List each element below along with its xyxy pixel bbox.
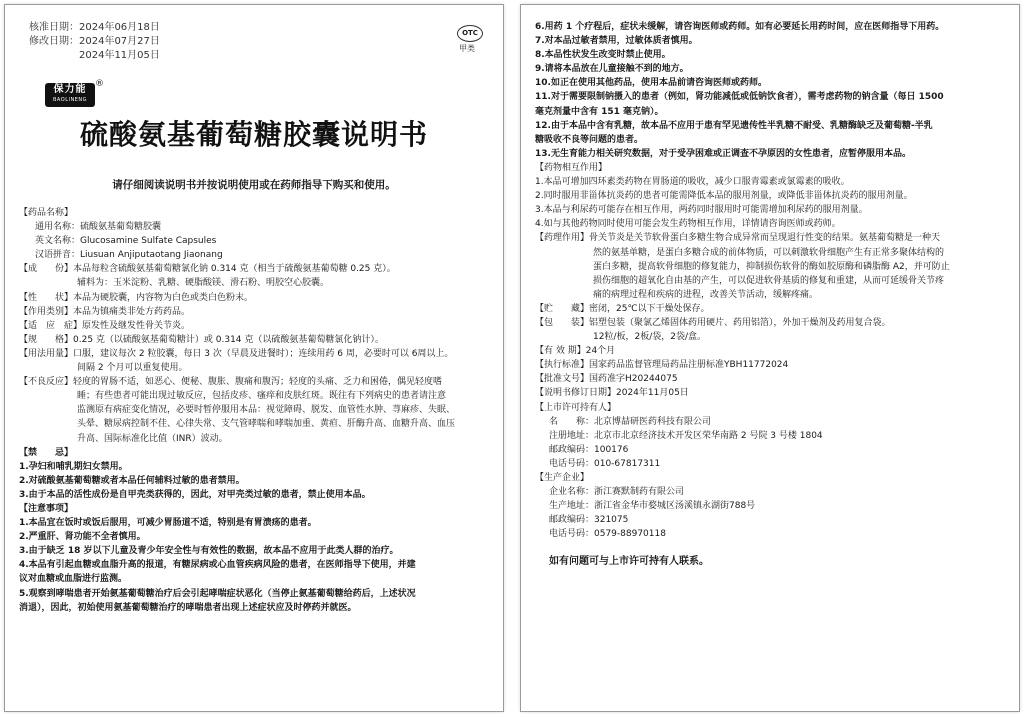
precaution-item: 7.对本品过敏者禁用，过敏体质者慎用。 — [535, 36, 698, 47]
section-header-precautions: 【注意事项】 — [19, 503, 74, 514]
adverse-reactions-cont: 监测原有病症变化情况，必要时暂停服用本品：视觉障碍、脱发、血管性水肿、荨麻疹、失眠、 — [77, 405, 456, 416]
mah-phone: 电话号码：010-67817311 — [549, 458, 661, 469]
precaution-item: 9.请将本品放在儿童接触不到的地方。 — [535, 64, 689, 75]
otc-class-label: 甲类 — [459, 44, 475, 53]
precaution-item: 8.本品性状发生改变时禁止使用。 — [535, 50, 671, 61]
precaution-item: 13.无生育能力相关研究数据，对于受孕困难或正调查不孕原因的女性患者，应暂停服用本品。 — [535, 148, 911, 159]
precaution-item-cont: 消退），因此，初始使用氨基葡萄糖治疗的哮喘患者出现上述症状应及时停药并就医。 — [19, 602, 357, 613]
precaution-item: 10.如正在使用其他药品，使用本品前请咨询医师或药师。 — [535, 78, 767, 89]
precaution-item-cont: 糖吸收不良等问题的患者。 — [535, 134, 644, 145]
packaging-cont: 12粒/板，2板/袋，2袋/盒。 — [593, 332, 707, 343]
validity: 【有 效 期】24个月 — [535, 346, 616, 357]
adverse-reactions-cont: 头晕、糖尿病控制不佳、心律失常、支气管哮喘和哮喘加重、黄疸、肝酶升高、血糖升高、血压 — [77, 419, 456, 430]
otc-badge: OTC — [457, 25, 483, 42]
right-page — [520, 4, 1020, 712]
storage: 【贮 藏】密闭，25℃以下干燥处保存。 — [535, 303, 710, 314]
pharmacology-cont: 痛的病理过程和疾病的进程，改善关节活动，缓解疼痛。 — [593, 289, 819, 300]
mah-address: 注册地址：北京市北京经济技术开发区荣华南路 2 号院 3 号楼 1804 — [549, 430, 823, 441]
section-header-interactions: 【药物相互作用】 — [535, 162, 608, 173]
usage-notice: 请仔细阅读说明书并按说明使用或在药师指导下购买和使用。 — [112, 179, 396, 191]
brand-logo-en: BAOLINENG — [53, 97, 87, 103]
manufacturer-postcode: 邮政编码：321075 — [549, 515, 629, 526]
date-block — [29, 21, 160, 63]
revision-date-label: 【说明书修订日期】2024年11月05日 — [535, 388, 689, 399]
interaction-item: 4.如与其他药物同时使用可能会发生药物相互作用，详情请咨询医师或药师。 — [535, 219, 841, 230]
precaution-item-cont: 毫克剂量中含有 151 毫克钠）。 — [535, 106, 664, 117]
interaction-item: 1.本品可增加四环素类药物在胃肠道的吸收，减少口服青霉素或氯霉素的吸收。 — [535, 177, 850, 188]
section-header-manufacturer: 【生产企业】 — [535, 473, 590, 483]
revision-date: 修改日期：2024年07月27日 — [29, 36, 160, 47]
excipients: 辅料为：玉米淀粉、乳糖、硬脂酸镁、滑石粉、明胶空心胶囊。 — [77, 278, 330, 289]
mah-postcode: 邮政编码：100176 — [549, 444, 629, 455]
pharmacology-cont: 蛋白多糖，提高软骨细胞的修复能力，抑制损伤软骨的酶如胶原酶和磷脂酶 A2，并可防止 — [593, 261, 950, 272]
precaution-item: 3.由于缺乏 18 岁以下儿童及青少年安全性与有效性的数据，故本品不应用于此类人群的治疗。 — [19, 546, 399, 557]
interaction-item: 3.本品与利尿药可能存在相互作用，两药同时服用时可能需增加利尿药的服用剂量。 — [535, 205, 868, 216]
right-content — [535, 20, 1009, 570]
mah-name: 名 称：北京博喆研医药科技有限公司 — [549, 416, 712, 427]
approval-date: 核准日期：2024年06月18日 — [29, 22, 160, 33]
precaution-item: 5.观察到哮喘患者开始氨基葡萄糖治疗后会引起哮喘症状恶化（当停止氨基葡萄糖给药后，上述状况 — [19, 588, 416, 599]
document-title: 硫酸氨基葡萄糖胶囊说明书 — [79, 118, 428, 151]
category: 【作用类别】本品为镇痛类非处方药药品。 — [19, 306, 191, 317]
manufacturer-phone: 电话号码：0579-88970118 — [549, 529, 666, 540]
pharmacology-cont: 然的氨基单糖，是蛋白多糖合成的前体物质，可以刺激软骨细胞产生有正常多聚体结构的 — [593, 247, 945, 258]
approval-number: 【批准文号】国药准字H20244075 — [535, 374, 678, 385]
manufacturer-address: 生产地址：浙江省金华市婺城区汤溪镇永湖街788号 — [549, 501, 756, 512]
section-header-mah: 【上市许可持有人】 — [535, 402, 617, 413]
contraindication-item: 3.由于本品的活性成份是自甲壳类获得的，因此，对甲壳类过敏的患者，禁止使用本品。 — [19, 489, 371, 500]
precaution-item-cont: 议对血糖或血脂进行监测。 — [19, 574, 128, 585]
interaction-item: 2.同时服用非甾体抗炎药的患者可能需降低本品的服用剂量，或降低非甾体抗炎药的服用剂量。 — [535, 191, 913, 202]
pharmacology-cont: 损伤细胞的超氧化自由基的产生，可以促进软骨基质的修复和重建，从而可延缓骨关节疼 — [593, 275, 945, 286]
ingredients: 【成 份】本品每粒含硫酸氨基葡萄糖氯化钠 0.314 克（相当于硫酸氨基葡萄糖 0.25 克）。 — [19, 264, 396, 275]
adverse-reactions: 【不良反应】轻度的胃肠不适，如恶心、便秘、腹胀、腹痛和腹泻；轻度的头痛、乏力和困倦，偶见轻度嗜 — [19, 377, 443, 388]
dosage-cont: 间隔 2 个月可以重复使用。 — [77, 363, 188, 374]
precaution-item: 1.本品宜在饭时或饭后服用，可减少胃肠道不适，特别是有胃溃疡的患者。 — [19, 518, 317, 529]
specification: 【规 格】0.25 克（以硫酸氨基葡萄糖计）或 0.314 克（以硫酸氨基葡萄糖氯化钠计）。 — [19, 334, 384, 345]
left-content — [19, 206, 489, 615]
contraindication-item: 2.对硫酸氨基葡萄糖或者本品任何辅料过敏的患者禁用。 — [19, 475, 245, 486]
section-header-drug-name: 【药品名称】 — [19, 208, 74, 218]
precaution-item: 2.严重肝、肾功能不全者慎用。 — [19, 532, 146, 543]
indications: 【适 应 症】原发性及继发性骨关节炎。 — [19, 320, 191, 331]
dosage: 【用法用量】口服，建议每次 2 粒胶囊，每日 3 次（早晨及进餐时）；连续用药 6 周，必要时可以 6周以上。 — [19, 348, 454, 359]
precaution-item: 4.本品有引起血糖或血脂升高的报道，有糖尿病或心血管疾病风险的患者，在医师指导下使用，并建 — [19, 560, 416, 571]
contraindication-item: 1.孕妇和哺乳期妇女禁用。 — [19, 461, 128, 472]
manufacturer-name: 企业名称：浙江赛默制药有限公司 — [549, 487, 685, 498]
appearance: 【性 状】本品为硬胶囊，内容物为白色或类白色粉末。 — [19, 292, 254, 303]
adverse-reactions-cont: 升高、国际标准化比值（INR）波动。 — [77, 433, 228, 444]
adverse-reactions-cont: 睡；有些患者可能出现过敏反应，包括皮疹、瘙痒和皮肤红斑。既往有下列病史的患者请注意 — [77, 391, 447, 402]
brand-logo-cn: 保力能 — [53, 84, 87, 95]
standard: 【执行标准】国家药品监督管理局药品注册标准YBH11772024 — [535, 360, 789, 371]
pinyin-name: 汉语拼音：Liusuan Anjiputaotang Jiaonang — [35, 250, 223, 261]
section-header-contraindications: 【禁 忌】 — [19, 447, 74, 458]
registered-mark: ® — [95, 79, 104, 89]
brand-logo — [45, 83, 95, 107]
revision-date-2: 2024年11月05日 — [79, 50, 160, 61]
precaution-item: 11.对于需要限制钠摄入的患者（例如，肾功能减低或低钠饮食者），需考虑药物的钠含量（每日 1500 — [535, 92, 944, 103]
pharmacology: 【药理作用】骨关节炎是关节软骨蛋白多糖生物合成异常而呈现退行性变的结果。氨基葡萄糖是一种天 — [535, 233, 941, 244]
precaution-item: 12.由于本品中含有乳糖，故本品不应用于患有罕见遗传性半乳糖不耐受、乳糖酶缺乏及葡萄糖-半乳 — [535, 120, 933, 131]
contact-note: 如有问题可与上市许可持有人联系。 — [549, 556, 709, 568]
precaution-item: 6.用药 1 个疗程后，症状未缓解，请咨询医师或药师。如有必要延长用药时间，应在医师指导下用药。 — [535, 22, 945, 32]
left-page — [4, 4, 504, 712]
english-name: 英文名称：Glucosamine Sulfate Capsules — [35, 236, 217, 247]
packaging: 【包 装】铝塑包装（聚氯乙烯固体药用硬片、药用铝箔），外加干燥剂及药用复合袋。 — [535, 317, 891, 328]
generic-name: 通用名称：硫酸氨基葡萄糖胶囊 — [35, 222, 162, 233]
